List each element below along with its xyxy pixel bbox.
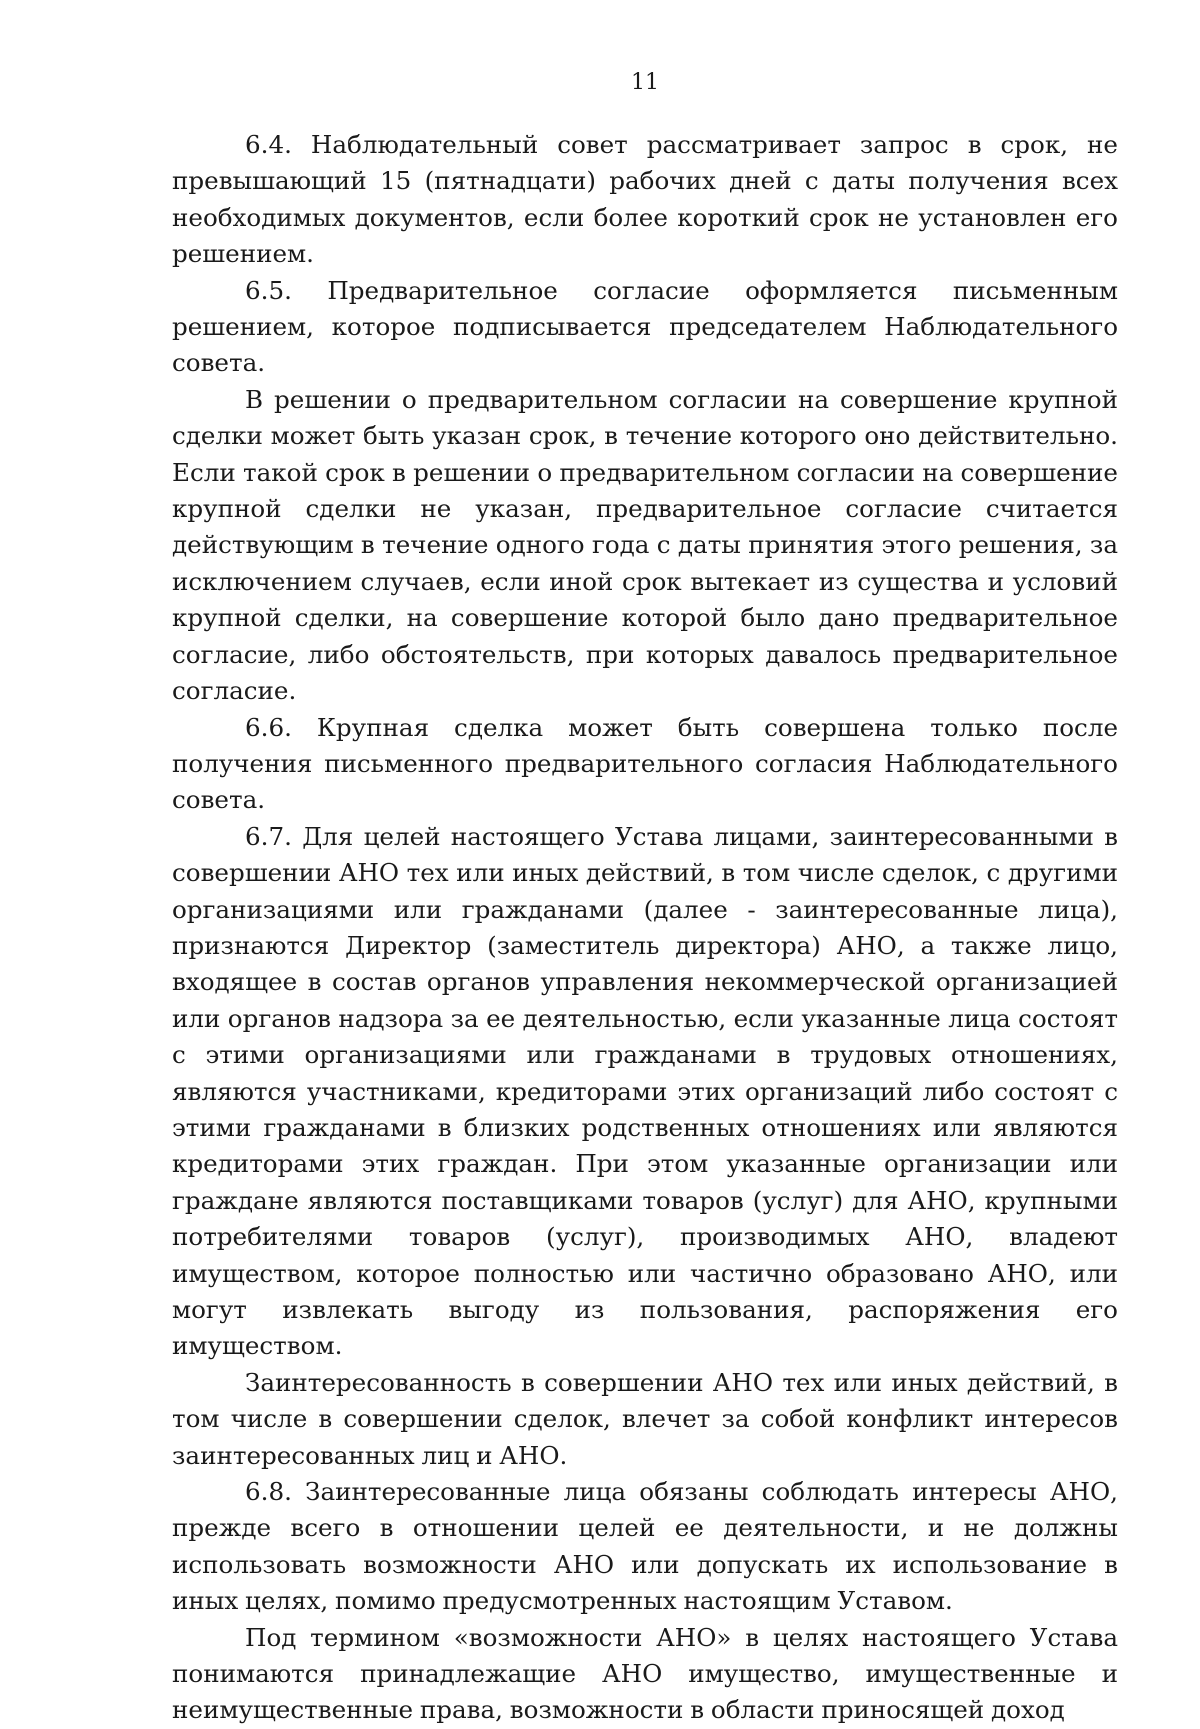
document-body — [172, 127, 1118, 1729]
paragraph-6-8: 6.8. Заинтересованные лица обязаны соблюдать интересы АНО, прежде всего в отношении целей ее деятельности, и не должны использовать возможности АНО или допускать их использование в иных целях, помимо предусмотренных настоящим Уставом. — [172, 1477, 1118, 1616]
paragraph-conflict-of-interest: Заинтересованность в совершении АНО тех или иных действий, в том числе в совершении сделок, влечет за собой конфликт интересов заинтересованных лиц и АНО. — [172, 1367, 1118, 1470]
paragraph-ano-opportunities: Под термином «возможности АНО» в целях настоящего Устава понимаются принадлежащие АНО имущество, имущественные и неимущественные права, возможности в области приносящей доход — [172, 1622, 1118, 1725]
paragraph-6-4: 6.4. Наблюдательный совет рассматривает запрос в срок, не превышающий 15 (пятнадцати) рабочих дней с даты получения всех необходимых документов, если более короткий срок не установлен его решением. — [172, 130, 1118, 269]
paragraph-6-7: 6.7. Для целей настоящего Устава лицами, заинтересованными в совершении АНО тех или иных действий, в том числе сделок, с другими организациями или гражданами (далее - заинтересованные лица), признаются Директор (заместитель директора) АНО, а также лицо, входящее в состав органов управления некоммерческой организацией или органов надзора за ее деятельностью, если указанные лица состоят с этими организациями или гражданами в трудовых отношениях, являются участниками, кредиторами этих организаций либо состоят с этими гражданами в близких родственных отношениях или являются кредиторами этих граждан. При этом указанные организации или граждане являются поставщиками товаров (услуг) для АНО, крупными потребителями товаров (услуг), производимых АНО, владеют имуществом, которое полностью или частично образовано АНО, или могут извлекать выгоду из пользования, распоряжения его имуществом. — [172, 821, 1118, 1361]
page-number: 11 — [631, 70, 659, 95]
paragraph-6-5: 6.5. Предварительное согласие оформляется письменным решением, которое подписывается председателем Наблюдательного совета. — [172, 275, 1118, 378]
paragraph-preliminary-consent-term: В решении о предварительном согласии на совершение крупной сделки может быть указан срок, в течение которого оно действительно. Если такой срок в решении о предварительном согласии на совершение крупной сделки не указан, предварительное согласие считается действующим в течение одного года с даты принятия этого решения, за исключением случаев, если иной срок вытекает из существа и условий крупной сделки, на совершение которой было дано предварительное согласие, либо обстоятельств, при которых давалось предварительное согласие. — [172, 384, 1118, 706]
paragraph-6-6: 6.6. Крупная сделка может быть совершена только после получения письменного предварительного согласия Наблюдательного совета. — [172, 712, 1118, 815]
